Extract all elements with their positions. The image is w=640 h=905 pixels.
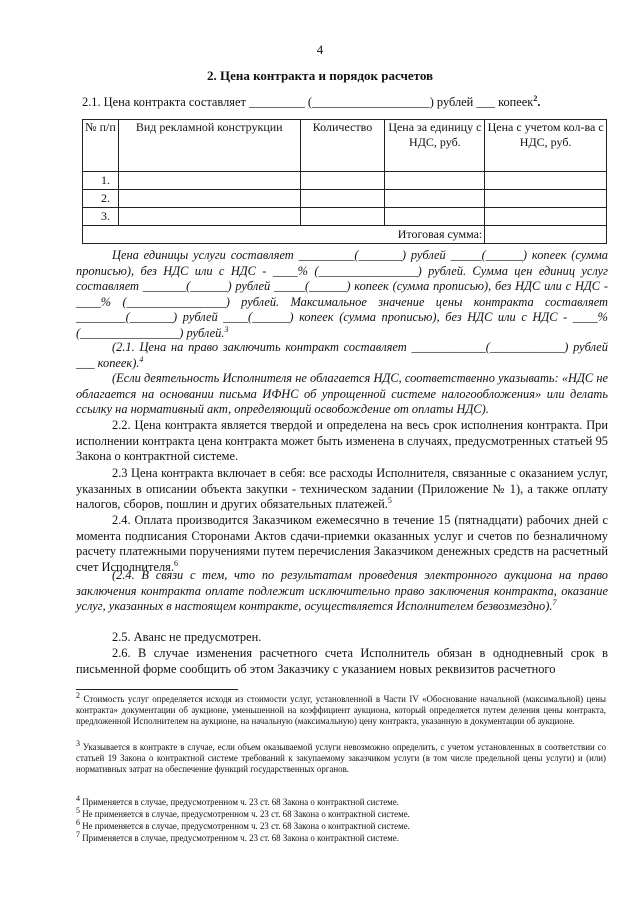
col-header-number: № п/п — [83, 120, 119, 172]
footnote-4 — [76, 794, 606, 808]
footnote-mark: 2 — [76, 691, 80, 701]
unit-price-paragraph — [76, 248, 608, 342]
footnote-text: Не применяется в случае, предусмотренном ч. 23 ст. 68 Закона о контрактной системе. — [82, 809, 410, 819]
footnote-ref-6: 6 — [173, 558, 178, 568]
footnote-mark: 4 — [76, 794, 80, 804]
table-row — [83, 208, 607, 226]
clause-2-5: 2.5. Аванс не предусмотрен. — [112, 630, 262, 644]
footnote-text: Указывается в контракте в случае, если объем оказываемой услуги невозможно определить, с учетом установленных в соответствии со статьей 19 Закона о контрактной системе требований к закупаемому заказчиком услуги (в том числе предельной цены услуги) и (или) нормативных затрат на обеспечение функций государственных органов. — [76, 742, 607, 775]
footnote-text: Применяется в случае, предусмотренном ч. 23 ст. 68 Закона о контрактной системе. — [82, 797, 399, 807]
total-label: Итоговая сумма: — [385, 226, 485, 244]
footnote-7 — [76, 830, 606, 844]
row-number: 1. — [83, 172, 119, 190]
clause-2-4-alt-text: (2.4. В связи с тем, что по результатам проведения электронного аукциона на право заключения контракта оплате подлежит исключительно право заключения контракта, оказание услуг, указанных в настоящем контракте, осуществляется Исполнителем безвозмездно). — [76, 568, 608, 614]
clause-2-4 — [76, 513, 608, 575]
col-header-construction: Вид рекламной конструкции — [118, 120, 300, 172]
clause-2-3 — [76, 466, 608, 513]
vat-note: (Если деятельность Исполнителя не облагается НДС, соответственно указывать: «НДС не облагается на основании письма ИФНС об упрощенной системе налогообложения» или делать ссылку на нормативный акт, определяющий освобождение от оплаты НДС). — [76, 371, 608, 417]
table-cell — [300, 208, 385, 226]
table-cell — [118, 172, 300, 190]
clause-2-6: 2.6. В случае изменения расчетного счета Исполнитель обязан в однодневный срок в письменной форме сообщить об этом Заказчику с указанием новых реквизитов расчетного — [76, 646, 608, 676]
clause-2-2: 2.2. Цена контракта является твердой и определена на весь срок исполнения контракта. При исполнении контракта цена контракта может быть изменена в случаях, предусмотренных статьей 95 Закона о контрактной системе. — [76, 418, 608, 464]
footnote-ref-4: 4 — [139, 354, 144, 364]
total-value — [485, 226, 607, 244]
clause-2-4-alternative — [76, 568, 608, 615]
table-cell — [83, 226, 385, 244]
table-row — [83, 172, 607, 190]
table-cell — [300, 190, 385, 208]
footnote-2 — [76, 691, 606, 727]
row-number: 3. — [83, 208, 119, 226]
table-cell — [385, 208, 485, 226]
footnote-mark: 6 — [76, 818, 80, 828]
table-cell — [485, 172, 607, 190]
section-heading: 2. Цена контракта и порядок расчетов — [206, 68, 434, 83]
footnote-divider — [76, 689, 238, 690]
clause-2-1-alternative — [76, 340, 608, 371]
footnote-text: Стоимость услуг определяется исходя из стоимости услуг, установленной в Части IV «Обоснование начальной (максимальной) цены контракта» документации об аукционе, уменьшенной на коэффициент аукциона, который определяется путем деления цены контракта, предложенной Исполнителем на аукционе, на начальную (максимальную) цену контракта, указанную в документации об аукционе. — [76, 694, 606, 727]
table-cell — [385, 190, 485, 208]
page-number: 4 — [316, 42, 324, 57]
col-header-total-price: Цена с учетом кол-ва с НДС, руб. — [485, 120, 607, 172]
table-total-row — [83, 226, 607, 244]
clause-2-1-end: . — [537, 95, 541, 109]
clause-2-4-text: 2.4. Оплата производится Заказчиком ежемесячно в течение 15 (пятнадцати) рабочих дней с момента подписания Сторонами Актов сдачи-приемки оказанных услуг и счетов по безналичному расчету платежными поручениями путем перечисления Заказчиком денежных средств на расчетный счет Исполнителя. — [76, 513, 608, 574]
footnote-3 — [76, 739, 607, 775]
footnote-5 — [76, 806, 606, 820]
footnote-text: Не применяется в случае, предусмотренном ч. 23 ст. 68 Закона о контрактной системе. — [82, 821, 410, 831]
footnote-mark: 7 — [76, 830, 80, 840]
row-number: 2. — [83, 190, 119, 208]
footnote-ref-3: 3 — [224, 324, 229, 334]
clause-2-1-alt-text: (2.1. Цена на право заключить контракт составляет ____________(____________) рублей ___ копеек). — [76, 340, 608, 370]
table-header-row — [83, 120, 607, 172]
clause-2-1-text: 2.1. Цена контракта составляет _________ (___________________) рублей ___ копеек — [82, 95, 534, 109]
table-cell — [300, 172, 385, 190]
footnote-text: Применяется в случае, предусмотренном ч. 23 ст. 68 Закона о контрактной системе. — [82, 833, 399, 843]
col-header-quantity: Количество — [300, 120, 385, 172]
footnote-ref-2: 2 — [533, 93, 538, 103]
table-cell — [385, 172, 485, 190]
table-row — [83, 190, 607, 208]
table-cell — [118, 190, 300, 208]
table-cell — [118, 208, 300, 226]
table-cell — [485, 208, 607, 226]
footnote-ref-7: 7 — [552, 598, 557, 608]
footnote-ref-5: 5 — [387, 496, 392, 506]
clause-2-3-text: 2.3 Цена контракта включает в себя: все расходы Исполнителя, связанные с оказанием услуг, указанных в описании объекта закупки - техническом задании (Приложение № 1), а также оплату налогов, сборов, пошлин и других обязательных платежей. — [76, 466, 608, 512]
footnote-6 — [76, 818, 606, 832]
col-header-unit-price: Цена за единицу с НДС, руб. — [385, 120, 485, 172]
unit-price-text: Цена единицы услуги составляет _________(_______) рублей _____(______) копеек (сумма прописью), без НДС или с НДС - ____% (________________) рублей. Сумма цен единиц услуг составляет _______(______) рублей _____(______) копеек (сумма прописью), без НДС или с НДС - ____% (________________) рублей. Максимальное значение цены контракта составляет ________(_______) рублей ____(______) копеек (сумма прописью), без НДС или с НДС - ____% (________________) рублей. — [76, 248, 608, 340]
footnote-mark: 3 — [76, 739, 80, 749]
clause-2-1 — [82, 95, 612, 111]
table-cell — [485, 190, 607, 208]
price-table — [82, 119, 607, 244]
footnote-mark: 5 — [76, 806, 80, 816]
